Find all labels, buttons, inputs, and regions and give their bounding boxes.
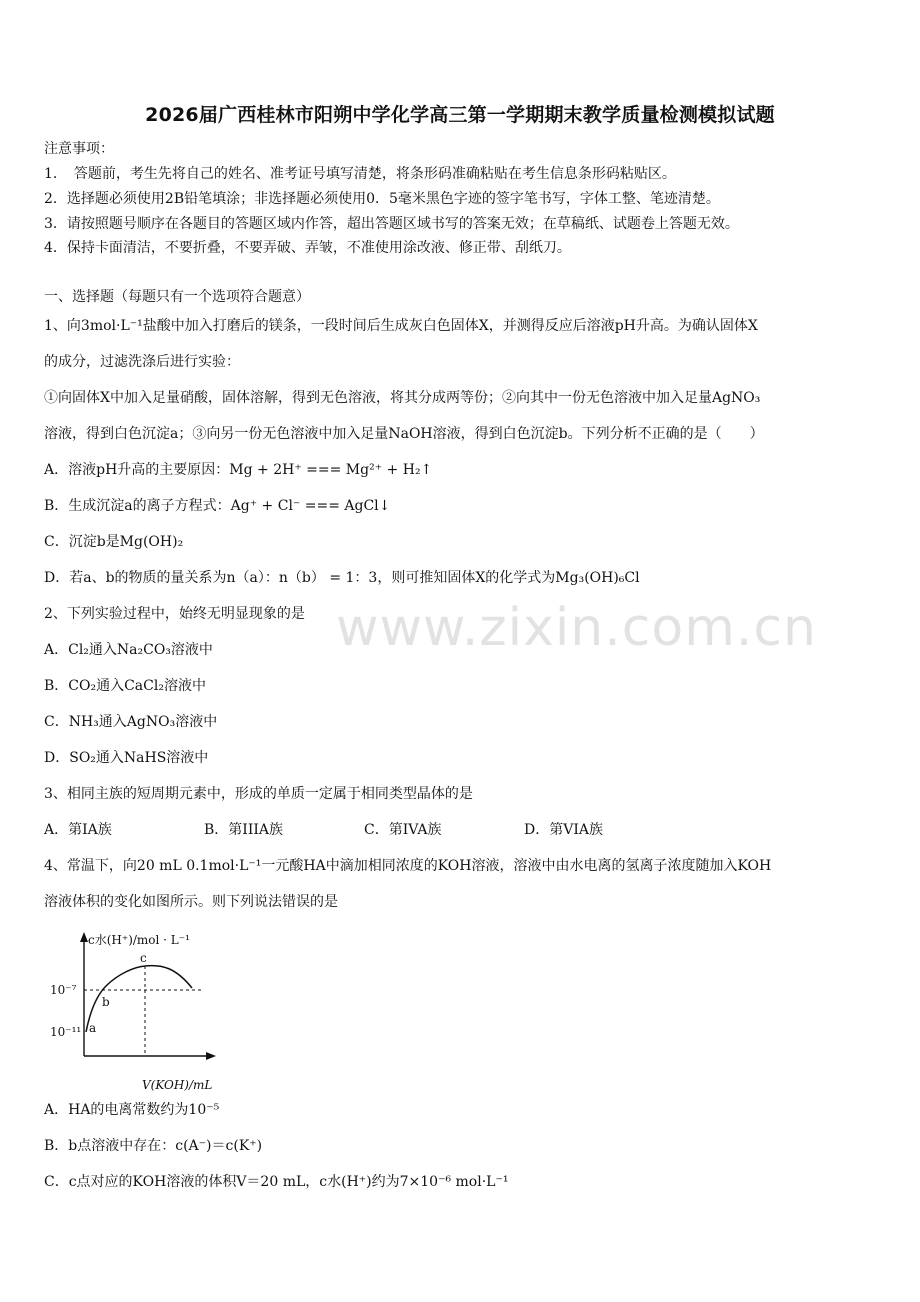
section-heading: 一、选择题（每题只有一个选项符合题意）	[44, 289, 310, 305]
q4-option-b: B．b点溶液中存在：c(A⁻)＝c(K⁺)	[44, 1138, 263, 1154]
q1-stem-line-3: ①向固体X中加入足量硝酸，固体溶解，得到无色溶液，将其分成两等份；②向其中一份无色溶液中加入足量AgNO₃	[44, 390, 761, 406]
q1-option-c: C．沉淀b是Mg(OH)₂	[44, 534, 184, 550]
q2-option-c: C．NH₃通入AgNO₃溶液中	[44, 714, 218, 730]
tick-1e-7: 10⁻⁷	[50, 983, 77, 997]
q4-stem-line-2: 溶液体积的变化如图所示。则下列说法错误的是	[44, 894, 338, 910]
q3-option-a: A．第IA族	[44, 822, 112, 838]
q4-option-c: C．c点对应的KOH溶液的体积V＝20 mL，c水(H⁺)约为7×10⁻⁶ mol·L⁻¹	[44, 1174, 509, 1190]
q4-option-a: A．HA的电离常数约为10⁻⁵	[44, 1102, 220, 1118]
q2-option-a: A．Cl₂通入Na₂CO₃溶液中	[44, 642, 213, 658]
q3-stem: 3、相同主族的短周期元素中，形成的单质一定属于相同类型晶体的是	[44, 786, 473, 802]
q3-option-d: D．第VIA族	[524, 822, 603, 838]
notice-item-1: 1． 答题前，考生先将自己的姓名、准考证号填写清楚，将条形码准确粘贴在考生信息条形码粘贴区。	[44, 166, 676, 182]
y-axis-arrow	[80, 932, 88, 942]
q3-option-b: B．第IIIA族	[204, 822, 283, 838]
q1-stem-line-4: 溶液，得到白色沉淀a；③向另一份无色溶液中加入足量NaOH溶液，得到白色沉淀b。下列分析不正确的是（ ）	[44, 426, 764, 442]
q1-stem-line-2: 的成分，过滤洗涤后进行实验：	[44, 354, 240, 370]
notice-heading: 注意事项：	[44, 141, 114, 157]
watermark: www.zixin.com.cn	[336, 598, 817, 658]
x-axis-label: V(KOH)/mL	[142, 1078, 213, 1092]
q2-option-d: D．SO₂通入NaHS溶液中	[44, 750, 209, 766]
q3-options	[44, 819, 603, 839]
notice-item-3: 3．请按照题号顺序在各题目的答题区域内作答，超出答题区域书写的答案无效；在草稿纸、试题卷上答题无效。	[44, 216, 739, 232]
q1-option-a: A．溶液pH升高的主要原因：Mg + 2H⁺ === Mg²⁺ + H₂↑	[44, 462, 433, 478]
page-title: 2026届广西桂林市阳朔中学化学高三第一学期期末教学质量检测模拟试题	[145, 104, 775, 126]
q4-stem-line-1: 4、常温下，向20 mL 0.1mol·L⁻¹一元酸HA中滴加相同浓度的KOH溶液，溶液中由水电离的氢离子浓度随加入KOH	[44, 858, 772, 874]
q4-graph	[44, 924, 244, 1094]
tick-1e-11: 10⁻¹¹	[50, 1025, 82, 1039]
point-b-label: b	[102, 995, 110, 1009]
q2-stem: 2、下列实验过程中，始终无明显现象的是	[44, 606, 305, 622]
q2-option-b: B．CO₂通入CaCl₂溶液中	[44, 678, 206, 694]
q1-option-b: B．生成沉淀a的离子方程式：Ag⁺ + Cl⁻ === AgCl↓	[44, 498, 391, 514]
q3-option-c: C．第IVA族	[364, 822, 442, 838]
q1-option-d: D．若a、b的物质的量关系为n（a）：n（b） = 1：3，则可推知固体X的化学式为Mg₃(OH)₆Cl	[44, 570, 640, 586]
x-axis-arrow	[206, 1052, 216, 1060]
y-axis-label: c水(H⁺)/mol · L⁻¹	[88, 933, 190, 947]
notice-item-2: 2．选择题必须使用2B铅笔填涂；非选择题必须使用0．5毫米黑色字迹的签字笔书写，字体工整、笔迹清楚。	[44, 191, 720, 207]
point-a-label: a	[89, 1021, 97, 1035]
q1-stem-line-1: 1、向3mol·L⁻¹盐酸中加入打磨后的镁条，一段时间后生成灰白色固体X，并测得反应后溶液pH升高。为确认固体X	[44, 318, 758, 334]
point-c-label: c	[140, 951, 147, 965]
notice-item-4: 4．保持卡面清洁，不要折叠，不要弄破、弄皱，不准使用涂改液、修正带、刮纸刀。	[44, 240, 571, 256]
